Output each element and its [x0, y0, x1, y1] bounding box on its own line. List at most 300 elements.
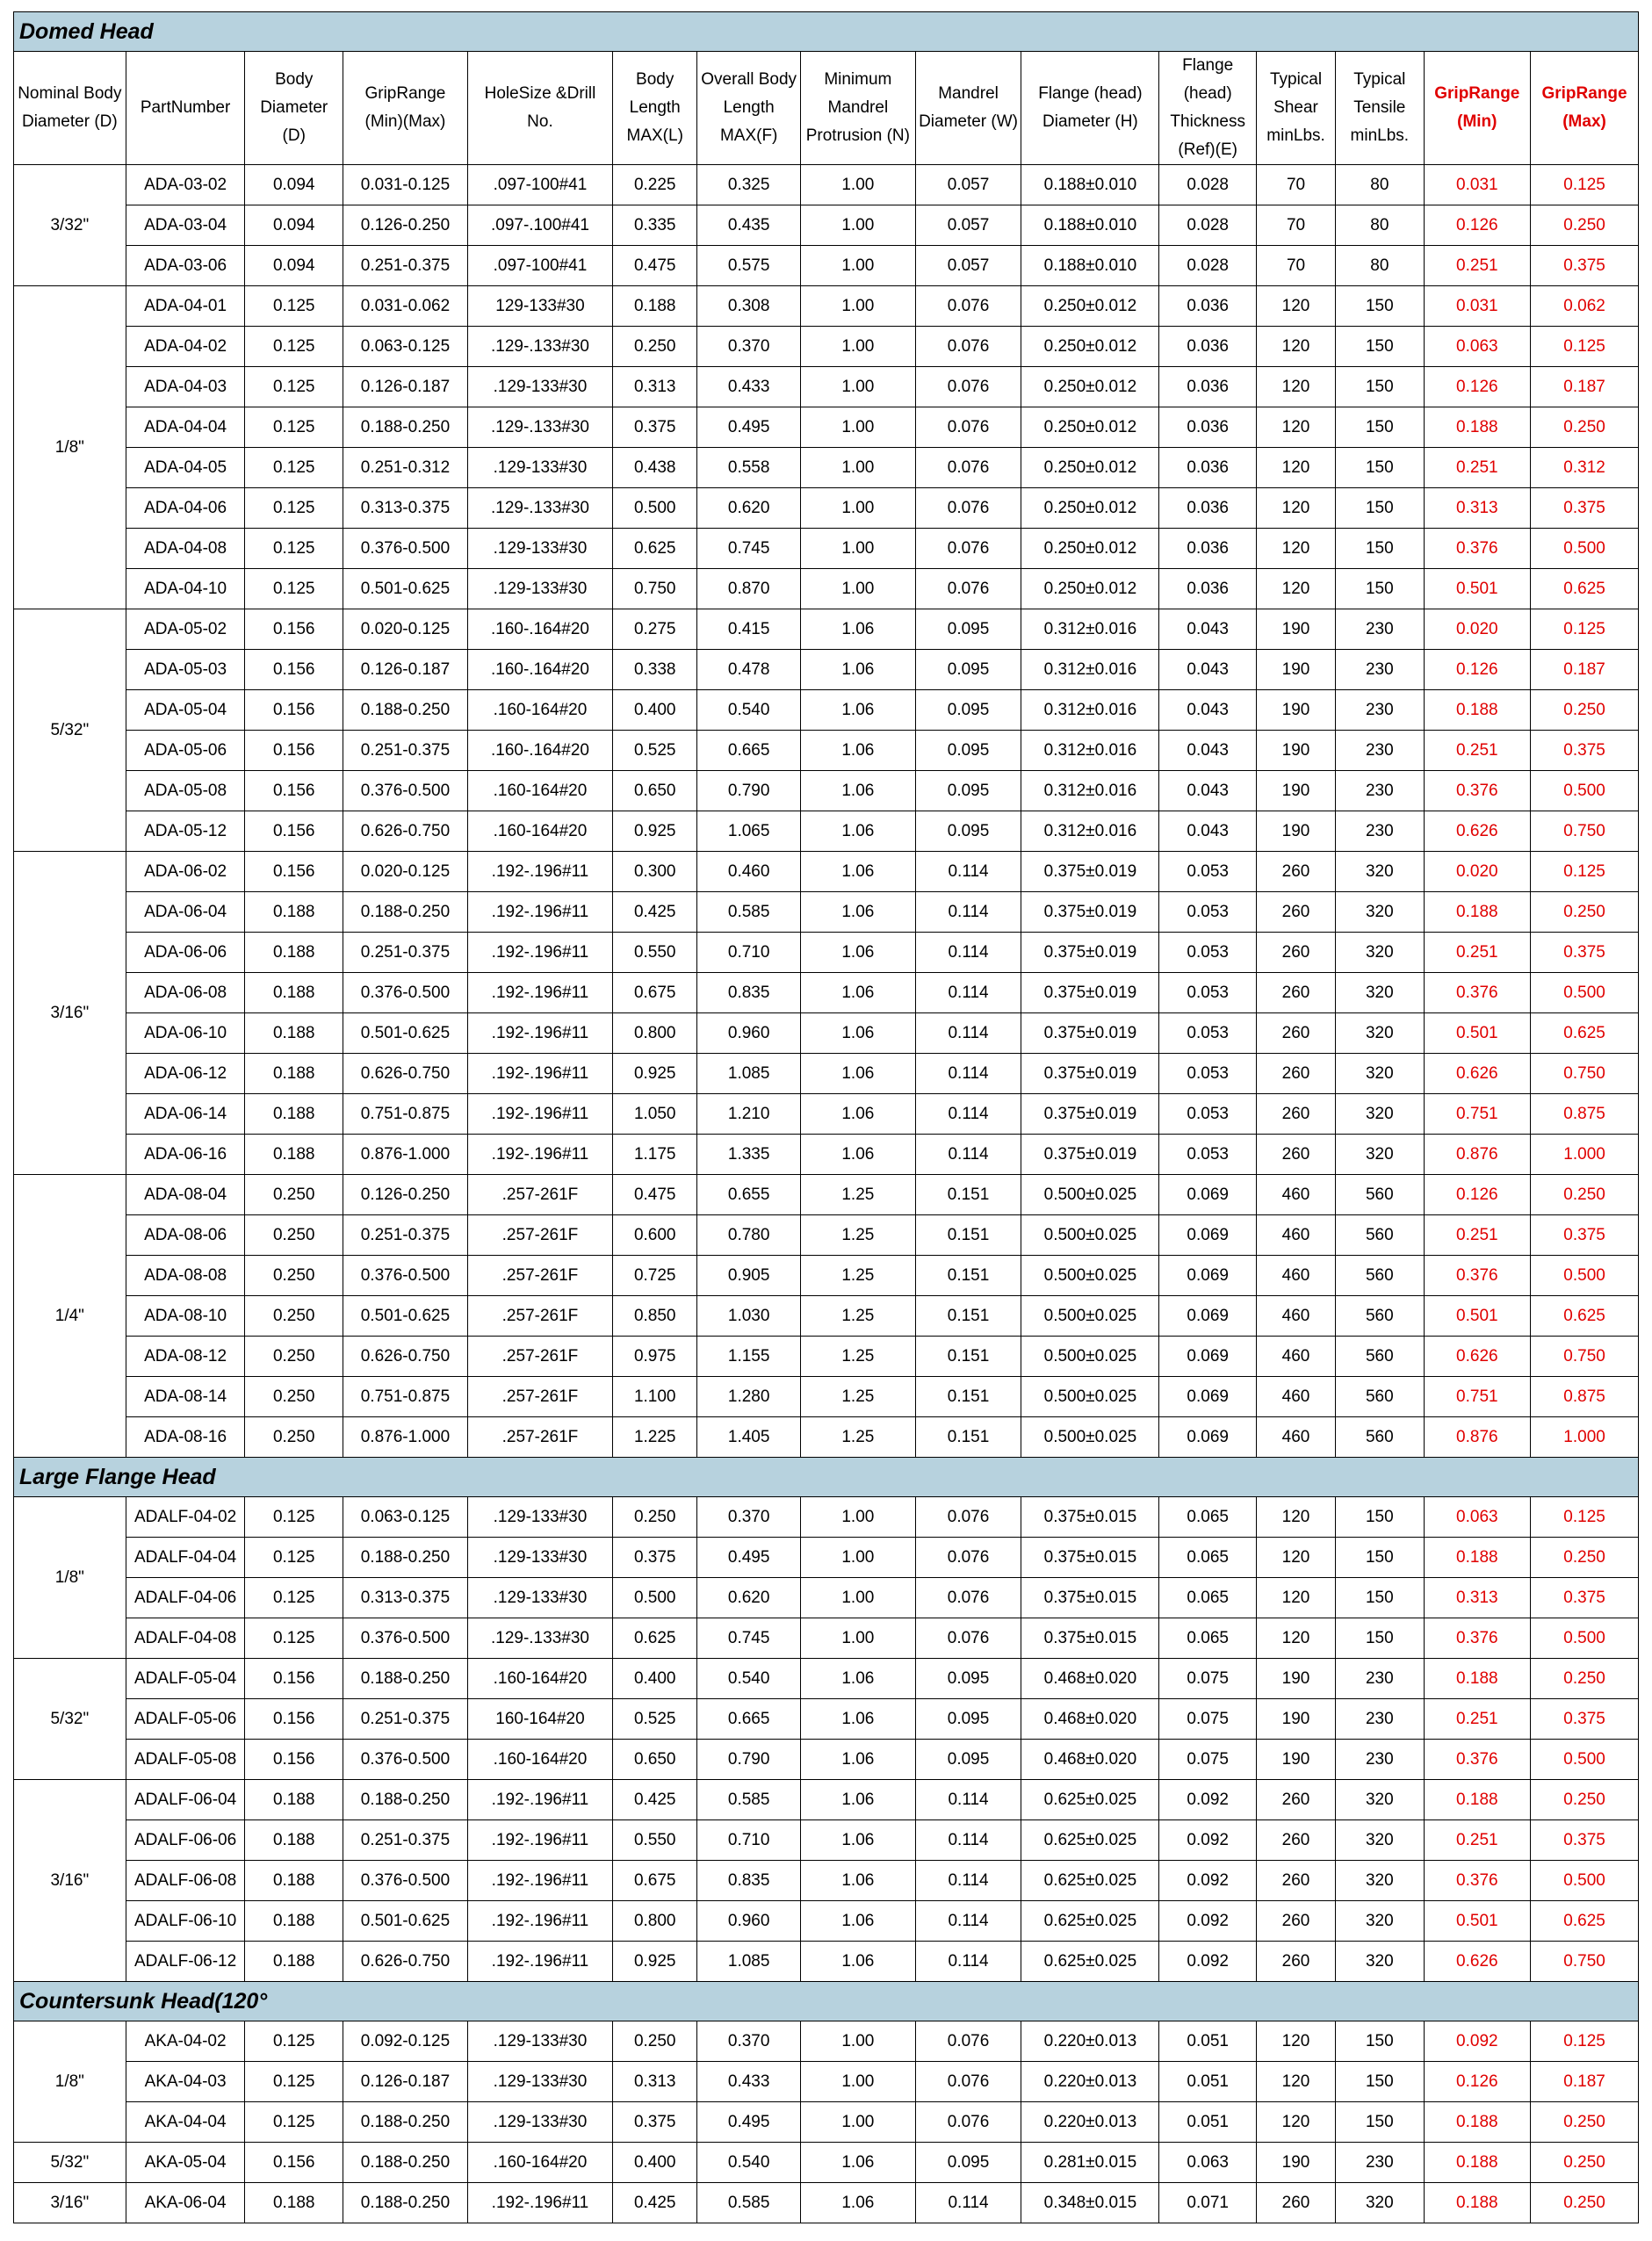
- table-cell: 0.053: [1159, 973, 1257, 1013]
- table-cell: 0.076: [915, 569, 1021, 609]
- table-cell: 0.126: [1424, 205, 1531, 246]
- table-cell: 0.400: [613, 2143, 697, 2183]
- table-cell: .257-261F: [467, 1296, 612, 1337]
- table-cell: 1.00: [800, 1618, 915, 1659]
- table-cell: 230: [1336, 609, 1424, 650]
- table-cell: 0.250±0.012: [1021, 448, 1159, 488]
- table-cell: 190: [1256, 690, 1335, 731]
- table-cell: 260: [1256, 1780, 1335, 1820]
- table-cell: 1.06: [800, 690, 915, 731]
- table-cell: 0.348±0.015: [1021, 2183, 1159, 2223]
- table-row: [14, 1256, 1639, 1296]
- table-cell: 0.433: [697, 2062, 801, 2102]
- table-cell: 0.312: [1531, 448, 1639, 488]
- table-cell: 0.501: [1424, 1296, 1531, 1337]
- table-cell: 0.540: [697, 2143, 801, 2183]
- table-cell: 1.06: [800, 1861, 915, 1901]
- table-cell: 120: [1256, 1538, 1335, 1578]
- table-cell: 0.188-0.250: [343, 407, 467, 448]
- part-number-cell: ADA-05-03: [126, 650, 245, 690]
- table-cell: 0.188: [245, 933, 343, 973]
- table-cell: 0.540: [697, 1659, 801, 1699]
- table-cell: 0.076: [915, 2102, 1021, 2143]
- table-cell: 1.00: [800, 2021, 915, 2062]
- table-cell: 0.114: [915, 1780, 1021, 1820]
- part-number-cell: ADALF-06-04: [126, 1780, 245, 1820]
- table-cell: 120: [1256, 569, 1335, 609]
- table-cell: 0.375: [613, 2102, 697, 2143]
- table-cell: 0.312±0.016: [1021, 650, 1159, 690]
- table-cell: 120: [1256, 1497, 1335, 1538]
- table-cell: 0.250: [1531, 690, 1639, 731]
- table-cell: 0.650: [613, 1740, 697, 1780]
- table-cell: 460: [1256, 1296, 1335, 1337]
- table-cell: 1.00: [800, 327, 915, 367]
- table-cell: 0.114: [915, 1820, 1021, 1861]
- table-cell: 1.00: [800, 2062, 915, 2102]
- table-cell: 0.400: [613, 1659, 697, 1699]
- table-cell: 0.251: [1424, 731, 1531, 771]
- table-cell: 0.335: [613, 205, 697, 246]
- table-cell: 0.751-0.875: [343, 1377, 467, 1417]
- table-cell: 0.376-0.500: [343, 771, 467, 811]
- table-row: [14, 1820, 1639, 1861]
- table-row: [14, 165, 1639, 205]
- table-cell: 1.00: [800, 569, 915, 609]
- table-cell: 0.960: [697, 1013, 801, 1054]
- table-cell: 0.251-0.375: [343, 933, 467, 973]
- table-cell: 0.750: [1531, 1054, 1639, 1094]
- table-cell: 0.835: [697, 973, 801, 1013]
- table-cell: 0.501-0.625: [343, 1013, 467, 1054]
- table-cell: 0.031-0.125: [343, 165, 467, 205]
- table-cell: 0.188: [245, 973, 343, 1013]
- nominal-diameter-cell: 5/32": [14, 609, 126, 852]
- table-cell: 1.06: [800, 1780, 915, 1820]
- table-cell: 0.375±0.019: [1021, 1054, 1159, 1094]
- table-cell: 0.125: [245, 569, 343, 609]
- table-cell: 0.370: [697, 327, 801, 367]
- table-cell: 0.069: [1159, 1175, 1257, 1215]
- table-cell: 1.280: [697, 1377, 801, 1417]
- table-cell: 1.155: [697, 1337, 801, 1377]
- table-cell: .129-.133#30: [467, 1618, 612, 1659]
- table-cell: 1.00: [800, 529, 915, 569]
- table-cell: .160-.164#20: [467, 650, 612, 690]
- table-cell: 0.376: [1424, 1740, 1531, 1780]
- table-cell: 0.114: [915, 973, 1021, 1013]
- table-cell: 460: [1256, 1337, 1335, 1377]
- table-cell: 0.313: [613, 2062, 697, 2102]
- table-cell: 320: [1336, 1094, 1424, 1135]
- table-cell: 0.071: [1159, 2183, 1257, 2223]
- table-cell: 0.251-0.312: [343, 448, 467, 488]
- table-cell: 1.06: [800, 1054, 915, 1094]
- table-cell: 0.188: [1424, 2102, 1531, 2143]
- table-cell: 0.126-0.187: [343, 2062, 467, 2102]
- table-cell: 0.251: [1424, 933, 1531, 973]
- table-row: [14, 892, 1639, 933]
- table-cell: 0.028: [1159, 205, 1257, 246]
- nominal-diameter-cell: 1/8": [14, 286, 126, 609]
- table-cell: 0.626-0.750: [343, 1054, 467, 1094]
- table-cell: .257-261F: [467, 1377, 612, 1417]
- table-cell: 1.25: [800, 1175, 915, 1215]
- table-cell: 1.06: [800, 1901, 915, 1942]
- table-cell: 0.188: [245, 1942, 343, 1982]
- table-cell: 0.156: [245, 731, 343, 771]
- table-row: [14, 488, 1639, 529]
- table-cell: 0.114: [915, 852, 1021, 892]
- table-cell: 120: [1256, 407, 1335, 448]
- table-cell: 0.626: [1424, 1942, 1531, 1982]
- column-header: Body Length MAX(L): [613, 52, 697, 165]
- table-cell: .192-.196#11: [467, 1135, 612, 1175]
- part-number-cell: ADA-05-06: [126, 731, 245, 771]
- table-cell: 70: [1256, 205, 1335, 246]
- table-cell: 0.156: [245, 1659, 343, 1699]
- part-number-cell: ADALF-04-06: [126, 1578, 245, 1618]
- table-row: [14, 650, 1639, 690]
- table-cell: 0.188: [245, 1094, 343, 1135]
- part-number-cell: AKA-04-02: [126, 2021, 245, 2062]
- table-cell: 0.076: [915, 529, 1021, 569]
- table-row: [14, 1175, 1639, 1215]
- table-cell: 0.065: [1159, 1497, 1257, 1538]
- table-cell: 0.495: [697, 1538, 801, 1578]
- table-cell: 0.250: [1531, 205, 1639, 246]
- table-cell: 0.225: [613, 165, 697, 205]
- table-cell: 160-164#20: [467, 1699, 612, 1740]
- table-cell: 0.057: [915, 205, 1021, 246]
- table-cell: 1.000: [1531, 1135, 1639, 1175]
- table-cell: 230: [1336, 650, 1424, 690]
- table-cell: 0.020-0.125: [343, 852, 467, 892]
- table-cell: 0.092: [1424, 2021, 1531, 2062]
- table-cell: 0.251: [1424, 246, 1531, 286]
- table-cell: .192-.196#11: [467, 1861, 612, 1901]
- table-cell: 0.250: [245, 1256, 343, 1296]
- table-cell: 0.043: [1159, 811, 1257, 852]
- table-cell: 0.069: [1159, 1256, 1257, 1296]
- nominal-diameter-cell: 5/32": [14, 1659, 126, 1780]
- table-cell: 1.06: [800, 1740, 915, 1780]
- table-row: [14, 407, 1639, 448]
- table-body: [14, 12, 1639, 2223]
- column-header: PartNumber: [126, 52, 245, 165]
- table-row: [14, 448, 1639, 488]
- table-cell: 0.125: [245, 2102, 343, 2143]
- table-cell: .129-133#30: [467, 1538, 612, 1578]
- table-cell: 0.725: [613, 1256, 697, 1296]
- table-cell: 0.188: [1424, 1659, 1531, 1699]
- table-cell: 0.312±0.016: [1021, 731, 1159, 771]
- table-cell: 0.876: [1424, 1417, 1531, 1458]
- table-cell: 0.053: [1159, 852, 1257, 892]
- table-row: [14, 2021, 1639, 2062]
- table-cell: 0.250: [245, 1175, 343, 1215]
- table-row: [14, 609, 1639, 650]
- table-cell: .257-261F: [467, 1215, 612, 1256]
- table-cell: .160-.164#20: [467, 609, 612, 650]
- table-cell: 1.06: [800, 771, 915, 811]
- table-row: [14, 569, 1639, 609]
- table-cell: 0.376: [1424, 1618, 1531, 1659]
- table-cell: 0.092: [1159, 1780, 1257, 1820]
- table-cell: 0.126-0.250: [343, 1175, 467, 1215]
- table-cell: 0.500±0.025: [1021, 1175, 1159, 1215]
- table-row: [14, 933, 1639, 973]
- table-cell: 1.06: [800, 650, 915, 690]
- table-cell: .192-.196#11: [467, 1780, 612, 1820]
- table-cell: 0.375±0.015: [1021, 1618, 1159, 1659]
- table-cell: 0.053: [1159, 892, 1257, 933]
- table-cell: 80: [1336, 205, 1424, 246]
- table-cell: 0.114: [915, 1942, 1021, 1982]
- table-cell: 0.188±0.010: [1021, 205, 1159, 246]
- table-cell: 0.281±0.015: [1021, 2143, 1159, 2183]
- table-cell: .129-133#30: [467, 367, 612, 407]
- table-cell: 0.076: [915, 367, 1021, 407]
- table-cell: 0.625±0.025: [1021, 1901, 1159, 1942]
- table-cell: .192-.196#11: [467, 892, 612, 933]
- table-cell: 120: [1256, 286, 1335, 327]
- column-header: GripRange (Min)(Max): [343, 52, 467, 165]
- part-number-cell: ADA-04-06: [126, 488, 245, 529]
- table-cell: 0.156: [245, 811, 343, 852]
- table-row: [14, 771, 1639, 811]
- table-cell: 0.125: [1531, 165, 1639, 205]
- table-cell: 0.095: [915, 811, 1021, 852]
- table-cell: 150: [1336, 407, 1424, 448]
- table-cell: 190: [1256, 771, 1335, 811]
- table-cell: 0.500: [613, 1578, 697, 1618]
- table-cell: 0.251-0.375: [343, 1820, 467, 1861]
- table-cell: 120: [1256, 367, 1335, 407]
- table-cell: 0.375±0.019: [1021, 852, 1159, 892]
- table-cell: .160-164#20: [467, 2143, 612, 2183]
- table-cell: 460: [1256, 1417, 1335, 1458]
- table-cell: 320: [1336, 933, 1424, 973]
- table-cell: 0.751-0.875: [343, 1094, 467, 1135]
- table-cell: .160-164#20: [467, 690, 612, 731]
- table-cell: 260: [1256, 1861, 1335, 1901]
- table-cell: 0.251: [1424, 1820, 1531, 1861]
- part-number-cell: ADA-08-12: [126, 1337, 245, 1377]
- table-cell: 0.495: [697, 2102, 801, 2143]
- table-cell: 150: [1336, 529, 1424, 569]
- table-cell: 0.092: [1159, 1901, 1257, 1942]
- table-cell: 0.626-0.750: [343, 1942, 467, 1982]
- table-cell: 0.876-1.000: [343, 1135, 467, 1175]
- table-cell: 0.076: [915, 2021, 1021, 2062]
- table-cell: 0.125: [245, 529, 343, 569]
- table-cell: 230: [1336, 771, 1424, 811]
- table-row: [14, 1377, 1639, 1417]
- part-number-cell: ADA-06-10: [126, 1013, 245, 1054]
- table-cell: 1.06: [800, 973, 915, 1013]
- nominal-diameter-cell: 3/16": [14, 2183, 126, 2223]
- column-header: Flange (head) Thickness (Ref)(E): [1159, 52, 1257, 165]
- table-cell: 0.500: [1531, 1861, 1639, 1901]
- section-header: [14, 12, 1639, 52]
- column-header: Flange (head) Diameter (H): [1021, 52, 1159, 165]
- table-row: [14, 1538, 1639, 1578]
- table-cell: 0.095: [915, 1740, 1021, 1780]
- table-cell: 0.435: [697, 205, 801, 246]
- table-cell: 0.325: [697, 165, 801, 205]
- table-cell: 120: [1256, 2021, 1335, 2062]
- table-cell: 0.188: [1424, 407, 1531, 448]
- table-cell: .257-261F: [467, 1256, 612, 1296]
- table-cell: 0.069: [1159, 1215, 1257, 1256]
- table-cell: 0.126: [1424, 2062, 1531, 2102]
- table-cell: 0.188: [245, 1780, 343, 1820]
- table-cell: 0.114: [915, 2183, 1021, 2223]
- table-cell: 0.425: [613, 892, 697, 933]
- table-cell: 0.620: [697, 1578, 801, 1618]
- table-cell: 0.188-0.250: [343, 2183, 467, 2223]
- table-cell: 190: [1256, 650, 1335, 690]
- table-cell: 0.625: [613, 529, 697, 569]
- table-cell: 0.065: [1159, 1538, 1257, 1578]
- part-number-cell: ADA-05-02: [126, 609, 245, 650]
- table-cell: 0.043: [1159, 609, 1257, 650]
- table-cell: .192-.196#11: [467, 1942, 612, 1982]
- table-cell: 460: [1256, 1175, 1335, 1215]
- table-cell: 460: [1256, 1377, 1335, 1417]
- table-row: [14, 811, 1639, 852]
- part-number-cell: ADALF-04-08: [126, 1618, 245, 1659]
- table-cell: 0.076: [915, 1618, 1021, 1659]
- table-cell: 0.478: [697, 650, 801, 690]
- table-cell: 0.500: [1531, 1256, 1639, 1296]
- column-header: HoleSize &Drill No.: [467, 52, 612, 165]
- table-cell: 0.188: [245, 1135, 343, 1175]
- table-cell: 1.00: [800, 286, 915, 327]
- table-cell: 320: [1336, 1135, 1424, 1175]
- table-cell: 190: [1256, 2143, 1335, 2183]
- table-row: [14, 1740, 1639, 1780]
- table-cell: 0.188-0.250: [343, 1538, 467, 1578]
- table-cell: 0.665: [697, 1699, 801, 1740]
- table-cell: 0.540: [697, 690, 801, 731]
- table-cell: 260: [1256, 973, 1335, 1013]
- table-cell: 0.020: [1424, 609, 1531, 650]
- table-cell: 0.925: [613, 811, 697, 852]
- part-number-cell: ADA-06-12: [126, 1054, 245, 1094]
- part-number-cell: ADALF-04-02: [126, 1497, 245, 1538]
- table-cell: 560: [1336, 1175, 1424, 1215]
- table-cell: 0.076: [915, 286, 1021, 327]
- table-cell: 0.125: [245, 2021, 343, 2062]
- table-cell: 0.156: [245, 609, 343, 650]
- table-cell: 320: [1336, 1901, 1424, 1942]
- table-cell: 0.710: [697, 1820, 801, 1861]
- part-number-cell: AKA-04-03: [126, 2062, 245, 2102]
- table-cell: 0.114: [915, 1135, 1021, 1175]
- part-number-cell: ADALF-06-08: [126, 1861, 245, 1901]
- table-cell: 0.043: [1159, 771, 1257, 811]
- table-cell: 1.085: [697, 1054, 801, 1094]
- table-cell: 0.275: [613, 609, 697, 650]
- table-cell: 0.500±0.025: [1021, 1296, 1159, 1337]
- table-cell: 0.875: [1531, 1377, 1639, 1417]
- table-cell: 0.975: [613, 1337, 697, 1377]
- table-cell: 150: [1336, 2062, 1424, 2102]
- table-cell: 0.500±0.025: [1021, 1337, 1159, 1377]
- nominal-diameter-cell: 3/16": [14, 852, 126, 1175]
- table-cell: 0.156: [245, 2143, 343, 2183]
- table-cell: 0.051: [1159, 2021, 1257, 2062]
- table-cell: 0.092: [1159, 1820, 1257, 1861]
- table-cell: 0.710: [697, 933, 801, 973]
- table-cell: 120: [1256, 2062, 1335, 2102]
- table-cell: 0.308: [697, 286, 801, 327]
- table-cell: 0.036: [1159, 367, 1257, 407]
- table-cell: 0.188: [1424, 2183, 1531, 2223]
- table-cell: 0.125: [245, 327, 343, 367]
- table-cell: 0.300: [613, 852, 697, 892]
- table-cell: 0.575: [697, 246, 801, 286]
- table-cell: 1.06: [800, 1820, 915, 1861]
- table-cell: 0.028: [1159, 246, 1257, 286]
- table-cell: 0.251: [1424, 1215, 1531, 1256]
- table-cell: 0.600: [613, 1215, 697, 1256]
- table-cell: 0.500: [1531, 771, 1639, 811]
- table-cell: 0.250: [245, 1377, 343, 1417]
- table-cell: .160-164#20: [467, 811, 612, 852]
- table-cell: 460: [1256, 1256, 1335, 1296]
- nominal-diameter-cell: 1/8": [14, 1497, 126, 1659]
- table-cell: 0.053: [1159, 1135, 1257, 1175]
- table-cell: 0.250: [1531, 2143, 1639, 2183]
- column-header-row: [14, 52, 1639, 165]
- table-cell: 0.376: [1424, 1256, 1531, 1296]
- table-cell: 0.250: [1531, 1175, 1639, 1215]
- table-cell: 0.187: [1531, 2062, 1639, 2102]
- table-cell: 0.375: [1531, 731, 1639, 771]
- table-cell: 150: [1336, 2021, 1424, 2062]
- table-cell: 1.06: [800, 609, 915, 650]
- table-cell: 0.750: [613, 569, 697, 609]
- table-cell: 1.335: [697, 1135, 801, 1175]
- table-cell: 0.069: [1159, 1417, 1257, 1458]
- table-cell: 0.156: [245, 650, 343, 690]
- table-cell: .129-133#30: [467, 1497, 612, 1538]
- table-cell: 0.188-0.250: [343, 690, 467, 731]
- table-cell: 1.06: [800, 811, 915, 852]
- table-row: [14, 973, 1639, 1013]
- table-cell: 1.00: [800, 1578, 915, 1618]
- table-cell: 260: [1256, 933, 1335, 973]
- table-cell: 0.376: [1424, 529, 1531, 569]
- part-number-cell: ADA-08-10: [126, 1296, 245, 1337]
- table-cell: 0.125: [245, 1538, 343, 1578]
- table-cell: 0.187: [1531, 650, 1639, 690]
- table-cell: 150: [1336, 488, 1424, 529]
- part-number-cell: ADALF-06-12: [126, 1942, 245, 1982]
- table-cell: 0.433: [697, 367, 801, 407]
- table-cell: 0.375: [1531, 488, 1639, 529]
- table-cell: 0.114: [915, 1901, 1021, 1942]
- table-cell: 0.069: [1159, 1337, 1257, 1377]
- table-cell: 0.925: [613, 1054, 697, 1094]
- part-number-cell: AKA-05-04: [126, 2143, 245, 2183]
- table-cell: 0.550: [613, 1820, 697, 1861]
- table-cell: 0.745: [697, 529, 801, 569]
- part-number-cell: ADALF-05-06: [126, 1699, 245, 1740]
